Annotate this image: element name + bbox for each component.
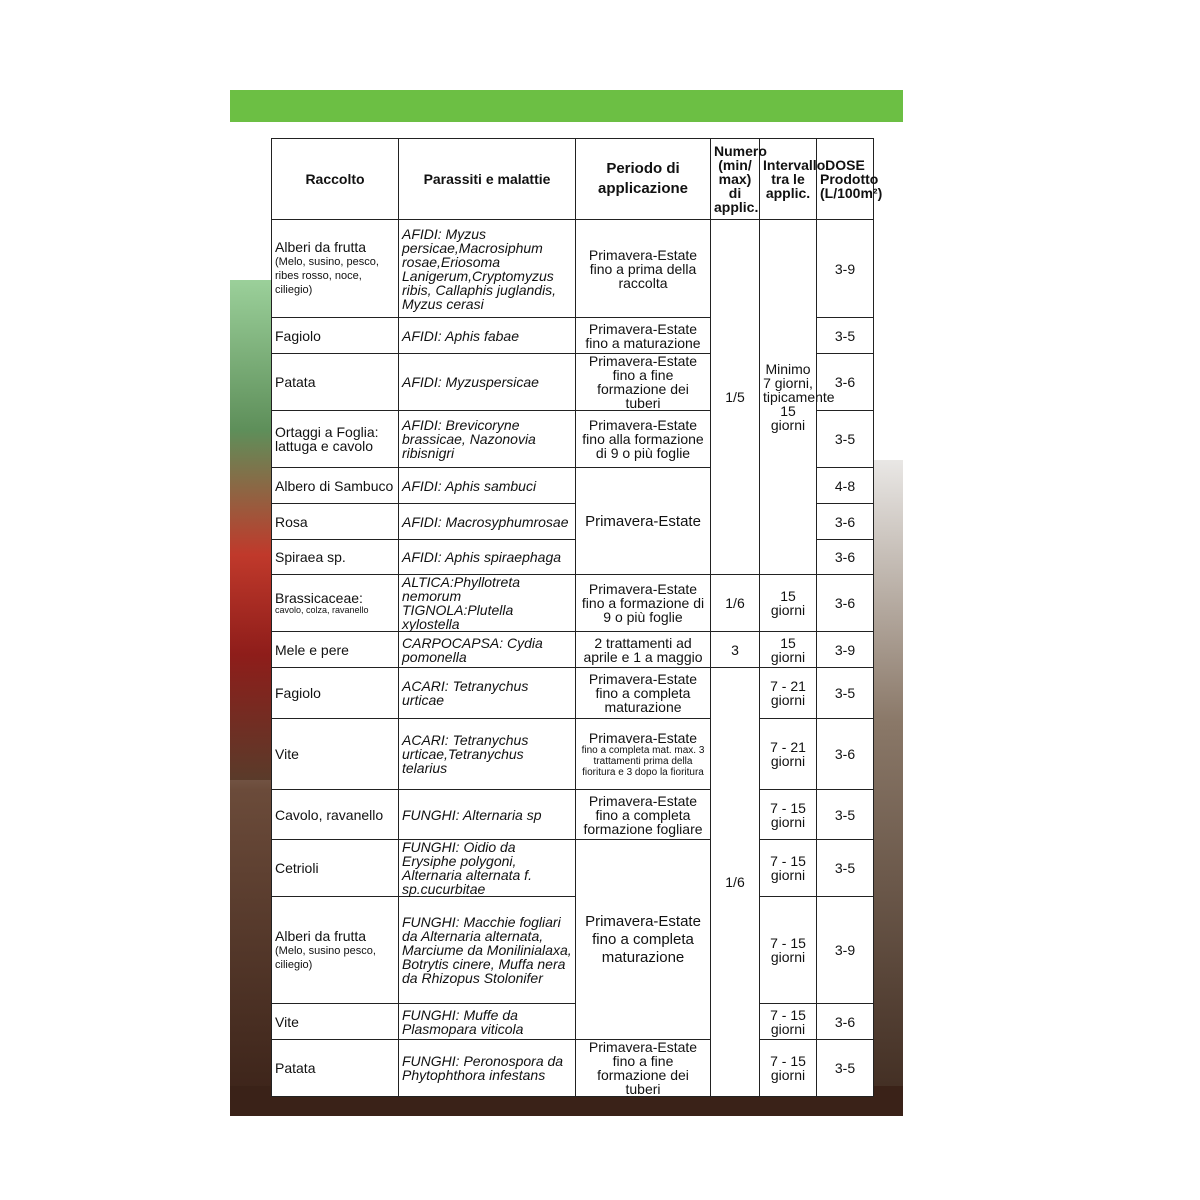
dose-cell: 3-5 — [817, 790, 874, 840]
interval-cell: 7 - 15 giorni — [760, 1004, 817, 1040]
table-row — [272, 1004, 874, 1040]
dose-cell: 3-9 — [817, 897, 874, 1004]
number-cell: 1/6 — [711, 575, 760, 632]
crop-detail: cavolo, colza, ravanello — [275, 604, 369, 615]
table-header-row — [272, 139, 874, 220]
pest-cell: AFIDI: Myzuspersicae — [399, 354, 576, 411]
interval-cell: 7 - 15 giorni — [760, 840, 817, 897]
interval-cell: 7 - 21 giorni — [760, 719, 817, 790]
pest-cell: AFIDI: Brevicoryne brassicae, Nazonovia ribisnigri — [399, 411, 576, 468]
number-cell: 3 — [711, 632, 760, 668]
table-row — [272, 668, 874, 719]
interval-cell: 7 - 15 giorni — [760, 790, 817, 840]
crop-cell: Spiraea sp. — [272, 540, 399, 575]
dose-cell: 3-6 — [817, 1004, 874, 1040]
crop-cell — [272, 575, 399, 632]
crop-cell: Cetrioli — [272, 840, 399, 897]
crop-cell: Fagiolo — [272, 668, 399, 719]
crop-name: Alberi da frutta — [275, 927, 367, 944]
crop-cell: Vite — [272, 719, 399, 790]
period-cell: Primavera-Estate fino a completa maturazione — [576, 668, 711, 719]
interval-cell: 7 - 15 giorni — [760, 897, 817, 1004]
period-cell: Primavera-Estate fino a fine formazione dei tuberi — [576, 354, 711, 411]
background-illustration-right — [873, 460, 903, 1116]
period-main: Primavera-Estate — [588, 729, 698, 746]
period-cell-merged: Primavera-Estate — [576, 468, 711, 575]
table-row — [272, 840, 874, 897]
pest-cell: AFIDI: Aphis spiraephaga — [399, 540, 576, 575]
pest-cell: AFIDI: Myzus persicae,Macrosiphum rosae,Eriosoma Lanigerum,Cryptomyzus ribis, Callaphis juglandis, Myzus cerasi — [399, 220, 576, 318]
interval-cell-merged: Minimo 7 giorni, tipicamente 15 giorni — [760, 220, 817, 575]
number-cell-merged: 1/6 — [711, 668, 760, 1097]
period-cell: Primavera-Estate fino a formazione di 9 o più foglie — [576, 575, 711, 632]
crop-cell: Albero di Sambuco — [272, 468, 399, 504]
period-cell: Primavera-Estate fino alla formazione di 9 o più foglie — [576, 411, 711, 468]
period-cell: Primavera-Estate fino a completa formazione fogliare — [576, 790, 711, 840]
table-row — [272, 1040, 874, 1097]
dose-cell: 3-5 — [817, 1040, 874, 1097]
crop-cell: Rosa — [272, 504, 399, 540]
number-cell-merged: 1/5 — [711, 220, 760, 575]
dose-cell: 3-6 — [817, 504, 874, 540]
header-dose: DOSE Prodotto (L/100m²) — [817, 139, 874, 220]
crop-cell: Cavolo, ravanello — [272, 790, 399, 840]
header-number: Numero (min/ max) di applic. — [711, 139, 760, 220]
interval-cell: 7 - 15 giorni — [760, 1040, 817, 1097]
dose-cell: 3-9 — [817, 220, 874, 318]
period-cell: Primavera-Estate fino a prima della raccolta — [576, 220, 711, 318]
pest-cell: AFIDI: Aphis sambuci — [399, 468, 576, 504]
pest-cell: AFIDI: Aphis fabae — [399, 318, 576, 354]
pest-cell: AFIDI: Macrosyphumrosae — [399, 504, 576, 540]
header-pest: Parassiti e malattie — [399, 139, 576, 220]
crop-detail: (Melo, susino pesco, ciliegio) — [275, 944, 376, 971]
table-row — [272, 632, 874, 668]
crop-cell: Mele e pere — [272, 632, 399, 668]
period-cell-merged: Primavera-Estate fino a completa maturazione — [576, 840, 711, 1040]
interval-cell: 7 - 21 giorni — [760, 668, 817, 719]
crop-cell — [272, 220, 399, 318]
table-row — [272, 790, 874, 840]
pest-cell: FUNGHI: Oidio da Erysiphe polygoni, Alternaria alternata f. sp.cucurbitae — [399, 840, 576, 897]
dose-cell: 3-5 — [817, 840, 874, 897]
header-band — [230, 90, 903, 122]
pest-cell: FUNGHI: Macchie fogliari da Alternaria alternata, Marciume da Monilinialaxa, Botrytis cinere, Muffa nera da Rhizopus Stolonifer — [399, 897, 576, 1004]
crop-cell: Patata — [272, 1040, 399, 1097]
crop-cell: Patata — [272, 354, 399, 411]
crop-name: Alberi da frutta — [275, 239, 367, 255]
period-cell: 2 trattamenti ad aprile e 1 a maggio — [576, 632, 711, 668]
table-row — [272, 897, 874, 1004]
dose-cell: 3-5 — [817, 318, 874, 354]
pest-cell: ACARI: Tetranychus urticae,Tetranychus telarius — [399, 719, 576, 790]
crop-name: Brassicaceae: — [275, 589, 363, 606]
pest-cell: FUNGHI: Peronospora da Phytophthora infestans — [399, 1040, 576, 1097]
pest-cell: ACARI: Tetranychus urticae — [399, 668, 576, 719]
crop-cell: Ortaggi a Foglia: lattuga e cavolo — [272, 411, 399, 468]
dose-cell: 3-6 — [817, 540, 874, 575]
period-cell: Primavera-Estate fino a fine formazione dei tuberi — [576, 1040, 711, 1097]
interval-cell: 15 giorni — [760, 575, 817, 632]
table-row — [272, 220, 874, 318]
table-row — [272, 575, 874, 632]
pest-cell: ALTICA:Phyllotreta nemorum TIGNOLA:Plutella xylostella — [399, 575, 576, 632]
interval-cell: 15 giorni — [760, 632, 817, 668]
pest-cell: CARPOCAPSA: Cydia pomonella — [399, 632, 576, 668]
crop-cell: Vite — [272, 1004, 399, 1040]
dose-cell: 4-8 — [817, 468, 874, 504]
period-cell: Primavera-Estate fino a maturazione — [576, 318, 711, 354]
crop-detail: (Melo, susino, pesco, ribes rosso, noce, ciliegio) — [275, 256, 379, 296]
header-crop: Raccolto — [272, 139, 399, 220]
treatment-table — [271, 138, 883, 1097]
dose-cell: 3-5 — [817, 668, 874, 719]
crop-cell — [272, 897, 399, 1004]
header-period: Periodo di applicazione — [576, 139, 711, 220]
period-cell — [576, 719, 711, 790]
dose-cell: 3-5 — [817, 411, 874, 468]
dose-cell: 3-9 — [817, 632, 874, 668]
table-row — [272, 719, 874, 790]
pest-cell: FUNGHI: Muffe da Plasmopara viticola — [399, 1004, 576, 1040]
background-illustration-left — [230, 280, 272, 780]
dose-cell: 3-6 — [817, 719, 874, 790]
dose-cell: 3-6 — [817, 354, 874, 411]
header-interval: Intervallo tra le applic. — [760, 139, 817, 220]
crop-cell: Fagiolo — [272, 318, 399, 354]
pest-cell: FUNGHI: Alternaria sp — [399, 790, 576, 840]
dose-cell: 3-6 — [817, 575, 874, 632]
period-note: fino a completa mat. max. 3 trattamenti prima della fioritura e 3 dopo la fioritura — [581, 744, 705, 778]
